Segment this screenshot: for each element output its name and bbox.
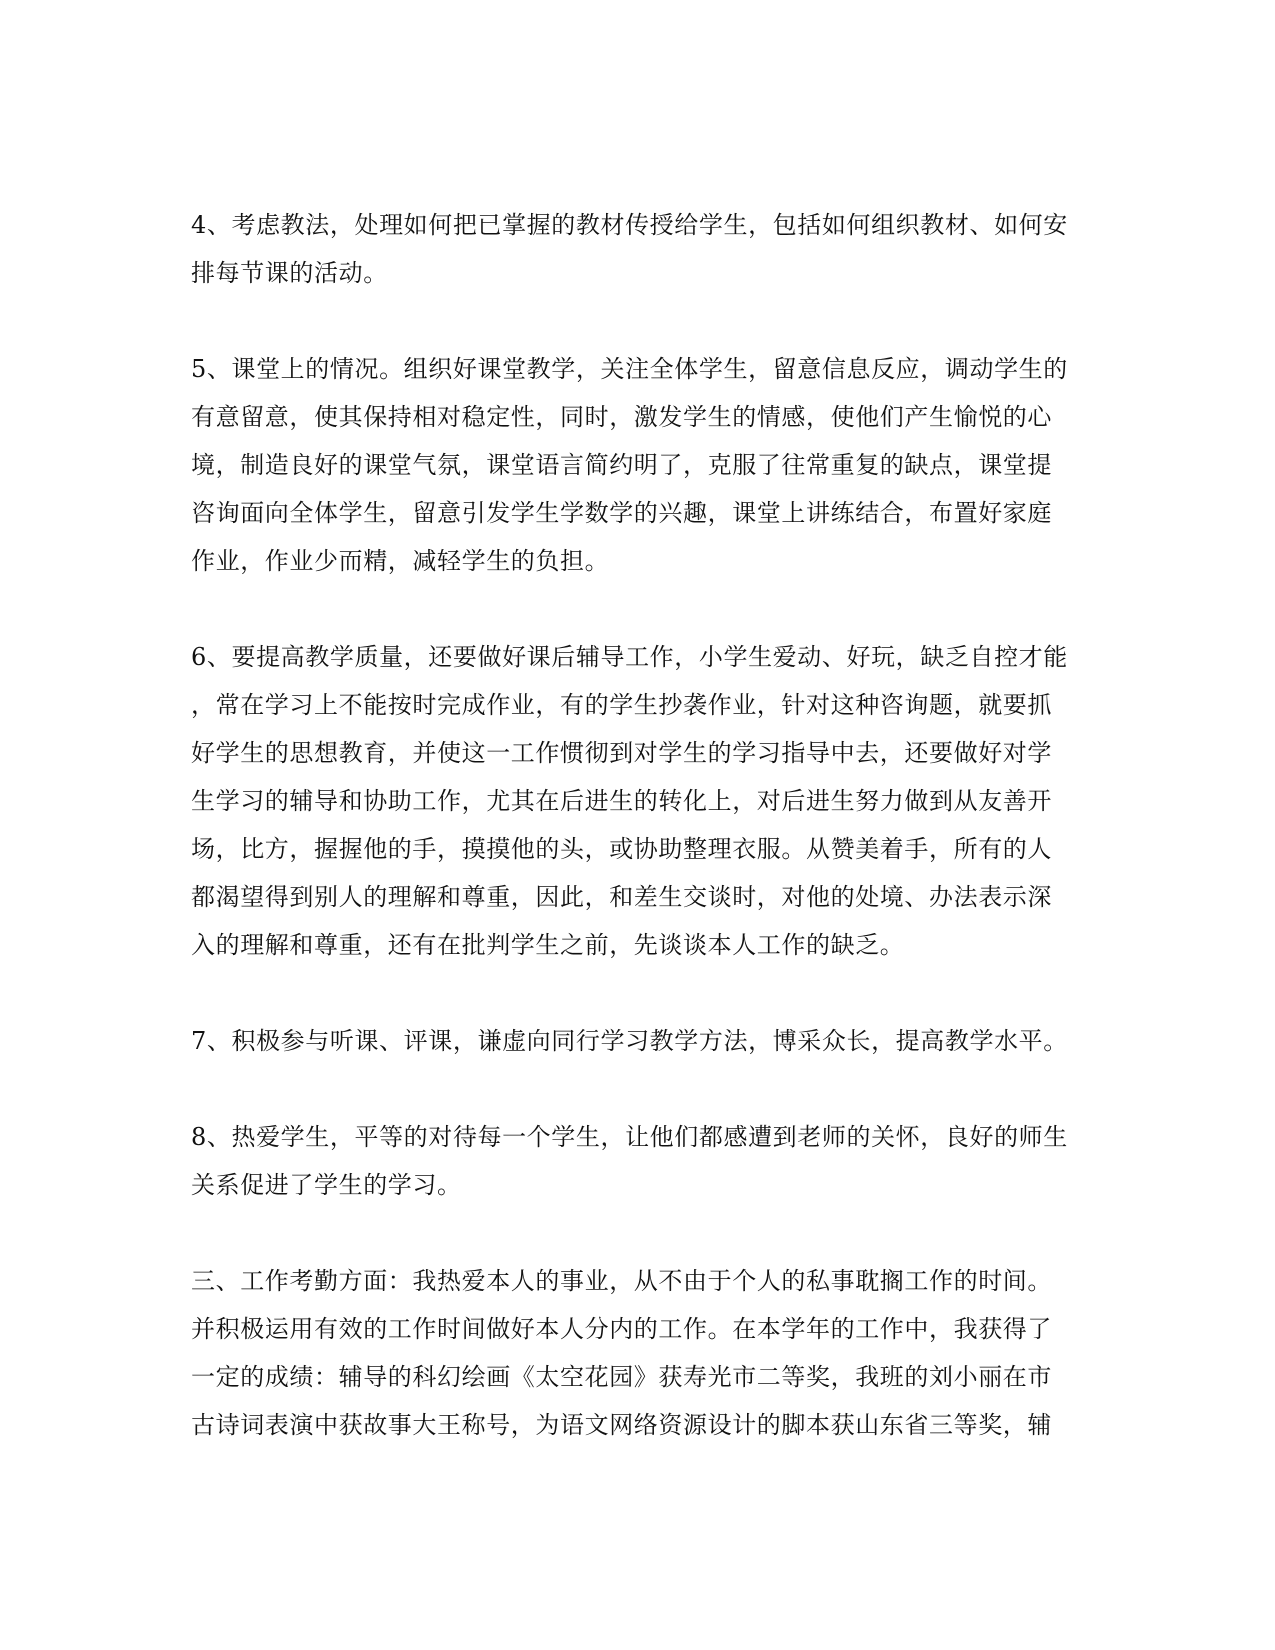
paragraph-item-7: [191, 1017, 1081, 1065]
text-line: 场，比方，握握他的手，摸摸他的头，或协助整理衣服。从赞美着手，所有的人: [191, 835, 1052, 863]
text-line: 并积极运用有效的工作时间做好本人分内的工作。在本学年的工作中，我获得了: [191, 1315, 1052, 1343]
text-line: 生学习的辅导和协助工作，尤其在后进生的转化上，对后进生努力做到从友善开: [191, 787, 1052, 815]
paragraph-item-8: [191, 1113, 1081, 1209]
paragraph-spacer: [191, 297, 1081, 345]
text-line: 6、要提高教学质量，还要做好课后辅导工作，小学生爱动、好玩，缺乏自控才能: [191, 643, 1068, 671]
text-line: 排每节课的活动。: [191, 259, 388, 287]
paragraph-spacer: [191, 1065, 1081, 1113]
text-line: 4、考虑教法，处理如何把已掌握的教材传授给学生，包括如何组织教材、如何安: [191, 211, 1068, 239]
text-line: 有意留意，使其保持相对稳定性，同时，激发学生的情感，使他们产生愉悦的心: [191, 403, 1052, 431]
text-line: 好学生的思想教育，并使这一工作惯彻到对学生的学习指导中去，还要做好对学: [191, 739, 1052, 767]
text-line: 境，制造良好的课堂气氛，课堂语言简约明了，克服了往常重复的缺点，课堂提: [191, 451, 1052, 479]
text-line: 都渴望得到别人的理解和尊重，因此，和差生交谈时，对他的处境、办法表示深: [191, 883, 1052, 911]
section-attendance: [191, 1257, 1081, 1449]
text-line: 关系促进了学生的学习。: [191, 1171, 462, 1199]
text-line: ，常在学习上不能按时完成作业，有的学生抄袭作业，针对这种咨询题，就要抓: [191, 691, 1052, 719]
paragraph-spacer: [191, 969, 1081, 1017]
paragraph-spacer: [191, 585, 1081, 633]
text-line: 8、热爱学生，平等的对待每一个学生，让他们都感遭到老师的关怀，良好的师生: [191, 1123, 1068, 1151]
document-body: [191, 201, 1081, 1449]
text-line: 作业，作业少而精，减轻学生的负担。: [191, 547, 610, 575]
text-line: 古诗词表演中获故事大王称号，为语文网络资源设计的脚本获山东省三等奖，辅: [191, 1411, 1052, 1439]
paragraph-spacer: [191, 1209, 1081, 1257]
paragraph-item-4: [191, 201, 1081, 297]
paragraph-item-6: [191, 633, 1081, 969]
text-line: 一定的成绩：辅导的科幻绘画《太空花园》获寿光市二等奖，我班的刘小丽在市: [191, 1363, 1052, 1391]
text-line: 7、积极参与听课、评课，谦虚向同行学习教学方法，博采众长，提高教学水平。: [191, 1027, 1068, 1055]
text-line: 5、课堂上的情况。组织好课堂教学，关注全体学生，留意信息反应，调动学生的: [191, 355, 1068, 383]
text-line: 咨询面向全体学生，留意引发学生学数学的兴趣，课堂上讲练结合，布置好家庭: [191, 499, 1052, 527]
paragraph-item-5: [191, 345, 1081, 585]
text-line: 入的理解和尊重，还有在批判学生之前，先谈谈本人工作的缺乏。: [191, 931, 905, 959]
text-line: 三、工作考勤方面：我热爱本人的事业，从不由于个人的私事耽搁工作的时间。: [191, 1267, 1052, 1295]
